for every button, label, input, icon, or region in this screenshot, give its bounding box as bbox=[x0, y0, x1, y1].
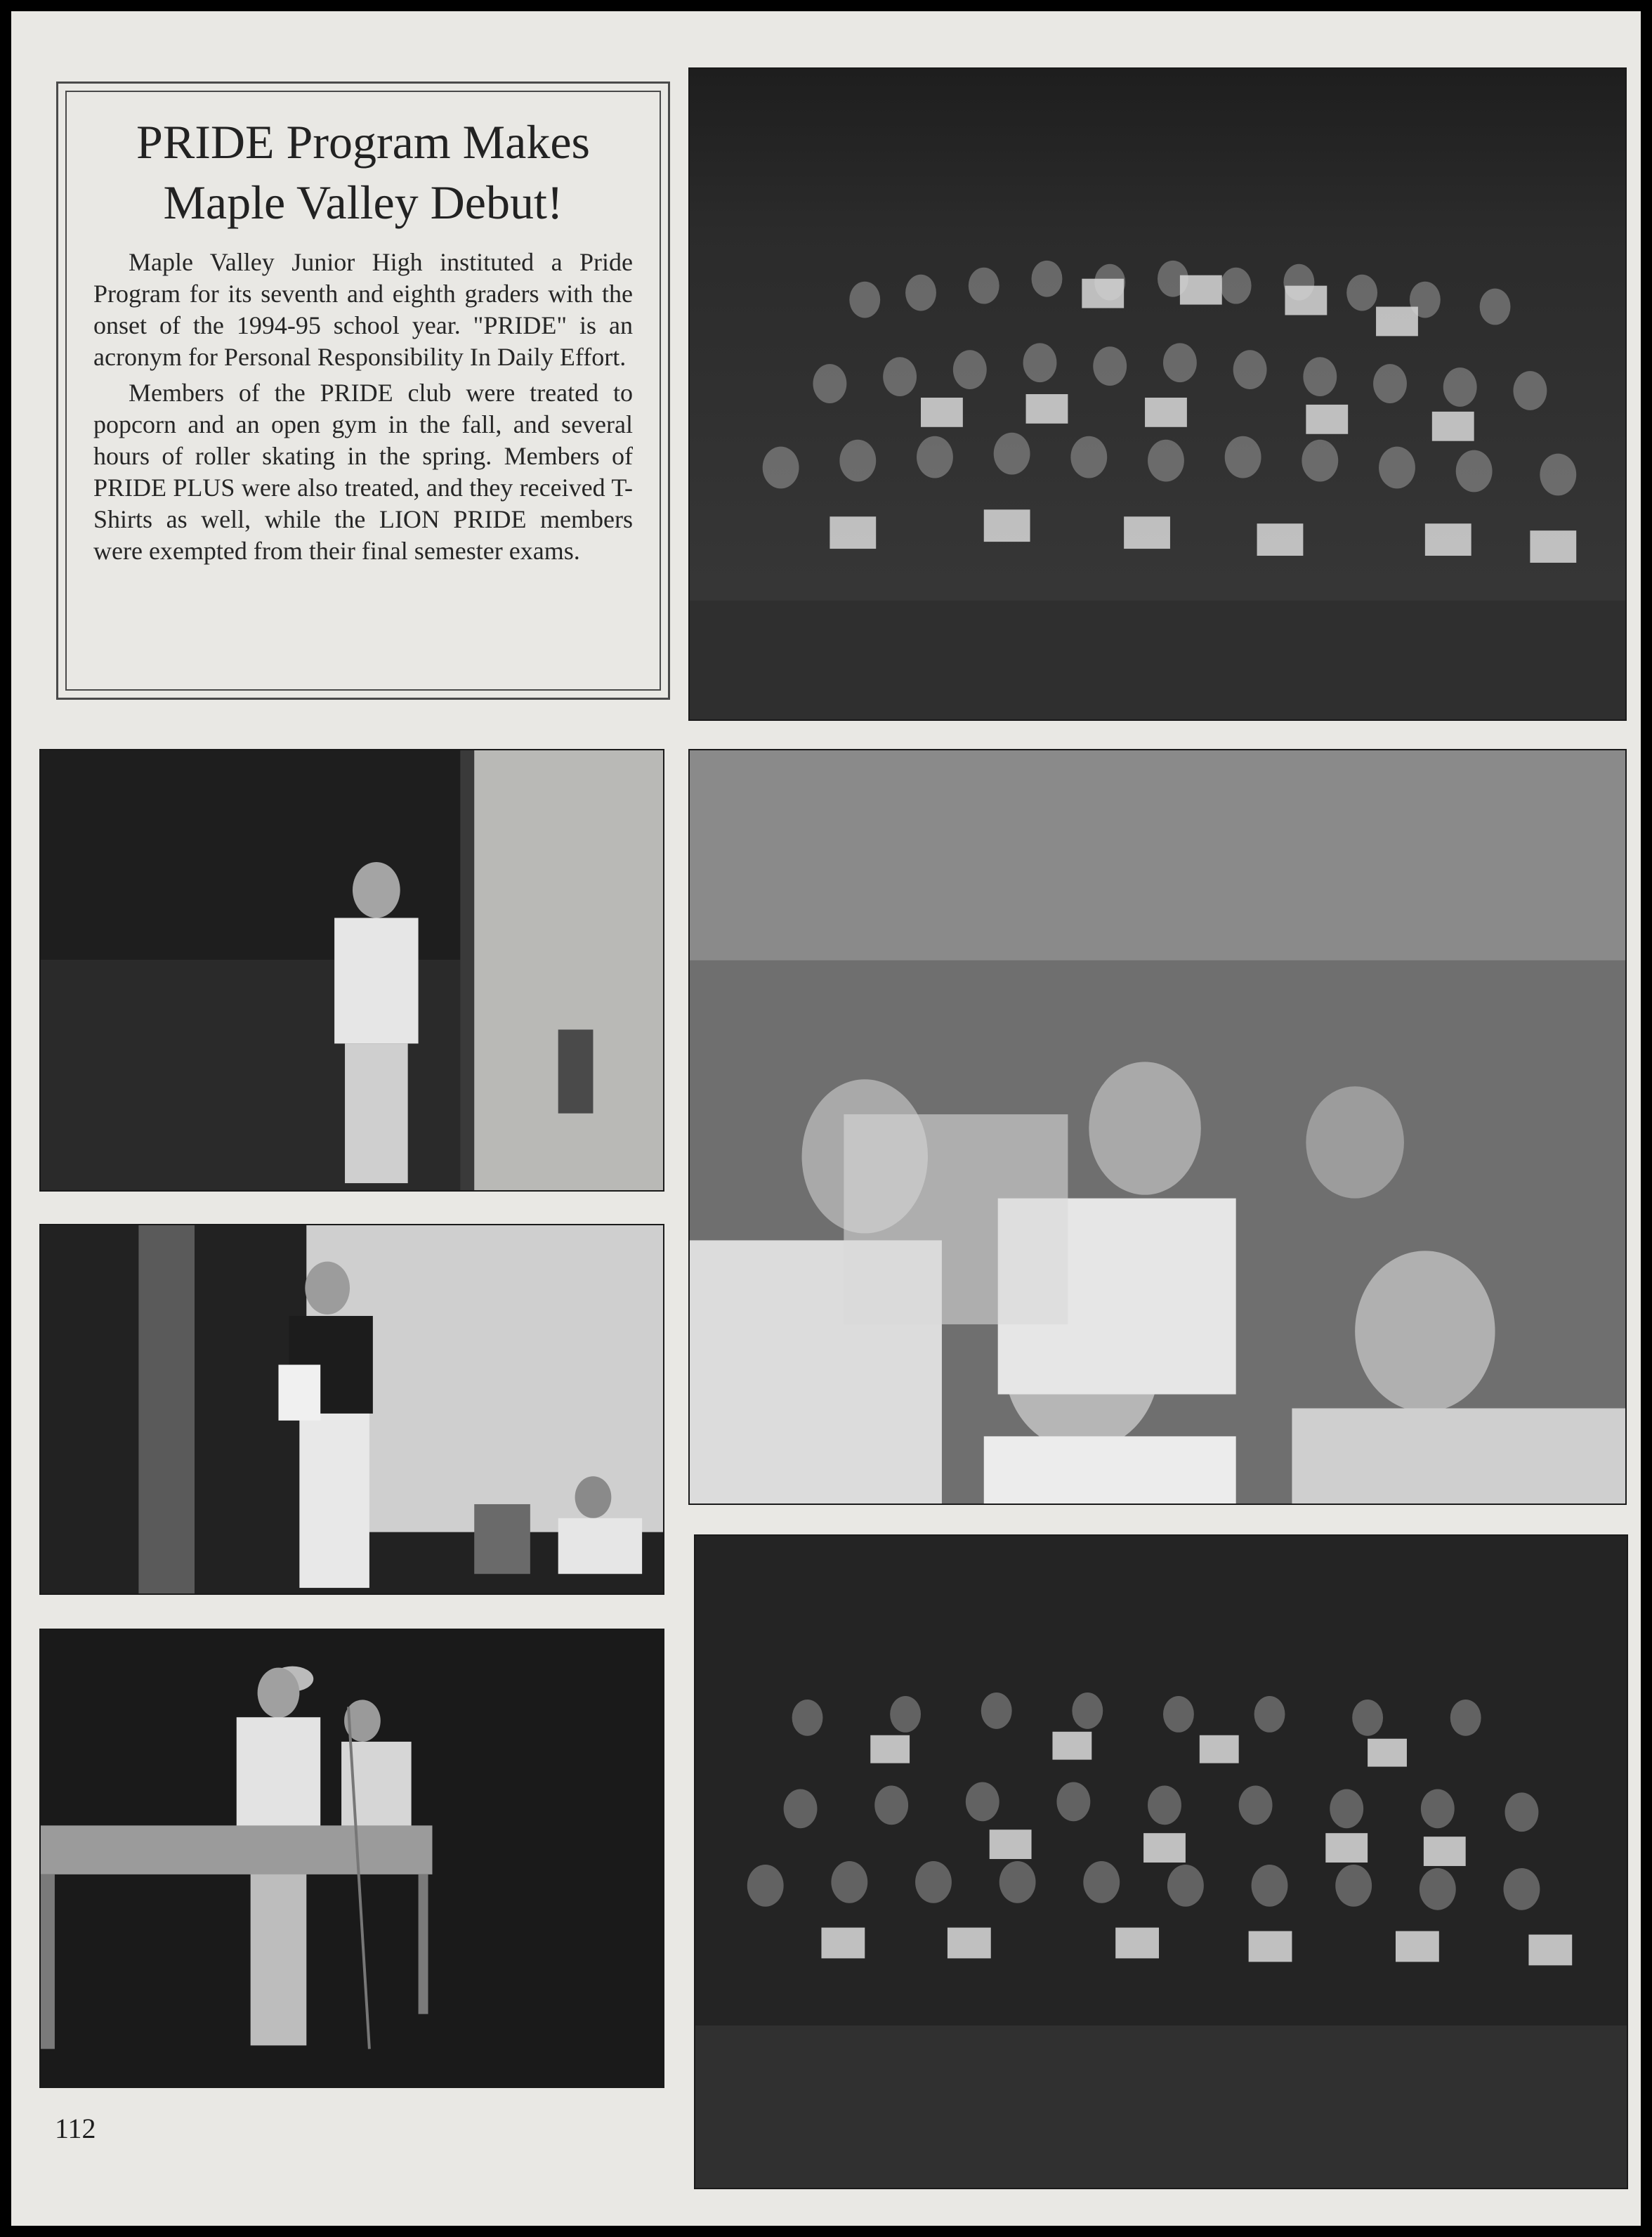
group-photo-certificates-top bbox=[688, 67, 1627, 721]
headline-line-2: Maple Valley Debut! bbox=[163, 176, 563, 229]
article-paragraph-2: Members of the PRIDE club were treated to popcorn and an open gym in the fall, and several hours of roller skating in the spring. Members of PRIDE PLUS were also treated, and they received T-Shirts as well, while the LION PRIDE members were exempted from their final semester exams. bbox=[93, 379, 633, 565]
article-box-inner bbox=[65, 91, 661, 691]
photo-speaker-at-microphone bbox=[39, 1629, 664, 2088]
article-paragraph-1: Maple Valley Junior High instituted a Pride Program for its seventh and eighth graders with the onset of the 1994-95 school year. "PRIDE" is an acronym for Personal Responsibility In Daily Effort. bbox=[93, 248, 633, 371]
headline-line-1: PRIDE Program Makes bbox=[136, 115, 590, 169]
photo-student-with-certificate bbox=[39, 1224, 664, 1595]
article-box bbox=[56, 81, 670, 700]
article-headline bbox=[93, 112, 633, 233]
yearbook-page bbox=[11, 11, 1641, 2226]
photo-boy-standing bbox=[39, 749, 664, 1192]
page-number: 112 bbox=[55, 2113, 96, 2144]
group-photo-certificates-bottom bbox=[694, 1534, 1628, 2189]
photo-students-seated bbox=[688, 749, 1627, 1505]
